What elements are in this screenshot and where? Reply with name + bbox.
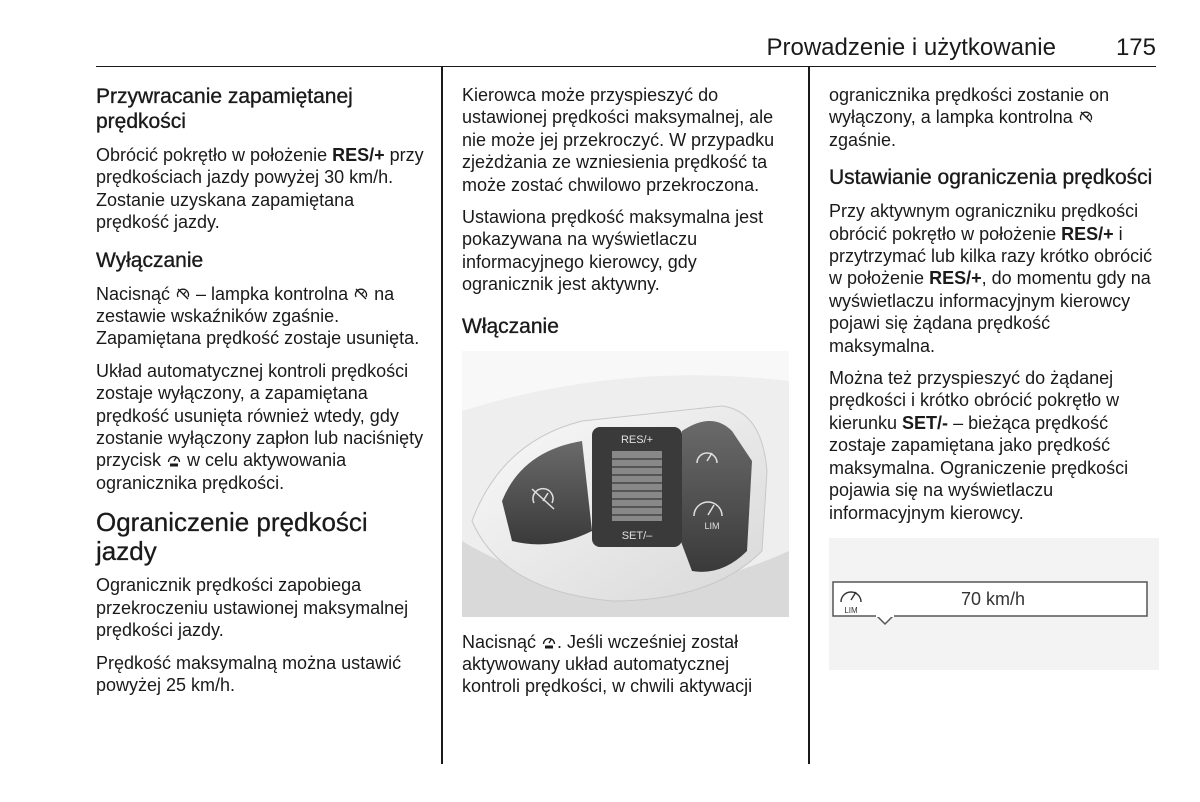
paragraph-limiter-2: Prędkość maksymalną można ustawić powyżej 25 km/h. [96, 652, 402, 695]
page-number: 175 [1115, 34, 1156, 61]
steering-wheel-illustration [462, 351, 789, 617]
speed-readout: 70 km/h [961, 588, 1026, 609]
steering-wheel-controls-photo [462, 351, 789, 617]
paragraph-continuation: ogranicznika prędkości zostanie on wyłączony, a lampka kontrolna zgaśnie. [829, 85, 1110, 150]
paragraph-off: Nacisnąć – lampka kontrolna na zestawie wskaźników zgaśnie. Zapamiętana prędkość zostaje usunięta. [96, 283, 420, 349]
heading-limiter: Ograniczenie prędkości jazdy [96, 507, 368, 567]
paragraph-limiter-1: Ogranicznik prędkości zapobiega przekroczeniu ustawionej maksymalnej prędkości jazdy. [96, 575, 409, 641]
paragraph-cruise-off: Układ automatycznej kontroli prędkości zostaje wyłączony, a zapamiętana prędkość usunięta również wtedy, gdy zostanie wyłączony zapłon lub naciśnięty przycisk w celu aktywowania ogranicznika prędkości. [96, 360, 424, 493]
paragraph-alternative: Można też przyspieszyć do żądanej prędkości i krótko obrócić pokrętło w kierunku SET/- – bieżąca prędkość zostaje zapamiętana jako prędkość maksymalna. Ograniczenie prędkości pojawia się na wyświetlaczu informacyjnym kierowcy. [829, 368, 1129, 523]
lim-label: LIM [844, 605, 858, 615]
paragraph-display: Ustawiona prędkość maksymalna jest pokazywana na wyświetlaczu informacyjnego kierowcy, gdy ogranicznik jest aktywny. [462, 207, 764, 295]
paragraph-set: Przy aktywnym ograniczniku prędkości obrócić pokrętło w położenie RES/+ i przytrzymać lub kilka razy krótko obrócić w położenie RES/+, do momentu gdy na wyświetlaczu informacyjnym kierowcy pojawi się żądana prędkość maksymalna. [829, 201, 1153, 356]
header-title: Prowadzenie i użytkowanie [766, 34, 1056, 61]
heading-restore: Przywracanie zapamiętanej prędkości [96, 85, 353, 133]
paragraph-restore: Obrócić pokrętło w położenie RES/+ przy prędkościach jazdy powyżej 30 km/h. Zostanie uzyskana zapamiętana prędkość jazdy. [96, 145, 424, 233]
speed-limiter-icon [166, 452, 182, 468]
res-label: RES/+ [620, 433, 654, 446]
speed-limiter-icon [541, 634, 557, 650]
cruise-off-icon [175, 286, 191, 302]
key-res: RES/+ [332, 145, 385, 165]
column-3 [829, 84, 1159, 670]
paragraph-accel: Kierowca może przyspieszyć do ustawionej prędkości maksymalnej, ale nie może jej przekroczyć. W przypadku zjeżdżania ze wzniesienia prędkość ta może zostać chwilowo przekroczona. [462, 85, 775, 195]
heading-set-limit: Ustawianie ograniczenia prędkości [829, 166, 1153, 190]
page-header [96, 30, 1156, 67]
column-divider [441, 66, 443, 764]
column-divider [808, 66, 810, 764]
set-label: SET/– [621, 529, 653, 542]
column-1 [96, 84, 431, 706]
paragraph-press: Nacisnąć . Jeśli wcześniej został aktywowany układ automatycznej kontroli prędkości, w chwili aktywacji [462, 631, 753, 697]
driver-info-display [829, 538, 1159, 670]
lim-label: LIM [704, 520, 720, 531]
heading-off: Wyłączanie [96, 248, 204, 272]
cruise-off-icon [353, 286, 369, 302]
column-2 [462, 84, 792, 708]
heading-on: Włączanie [462, 314, 559, 338]
cruise-off-icon [1078, 109, 1094, 125]
